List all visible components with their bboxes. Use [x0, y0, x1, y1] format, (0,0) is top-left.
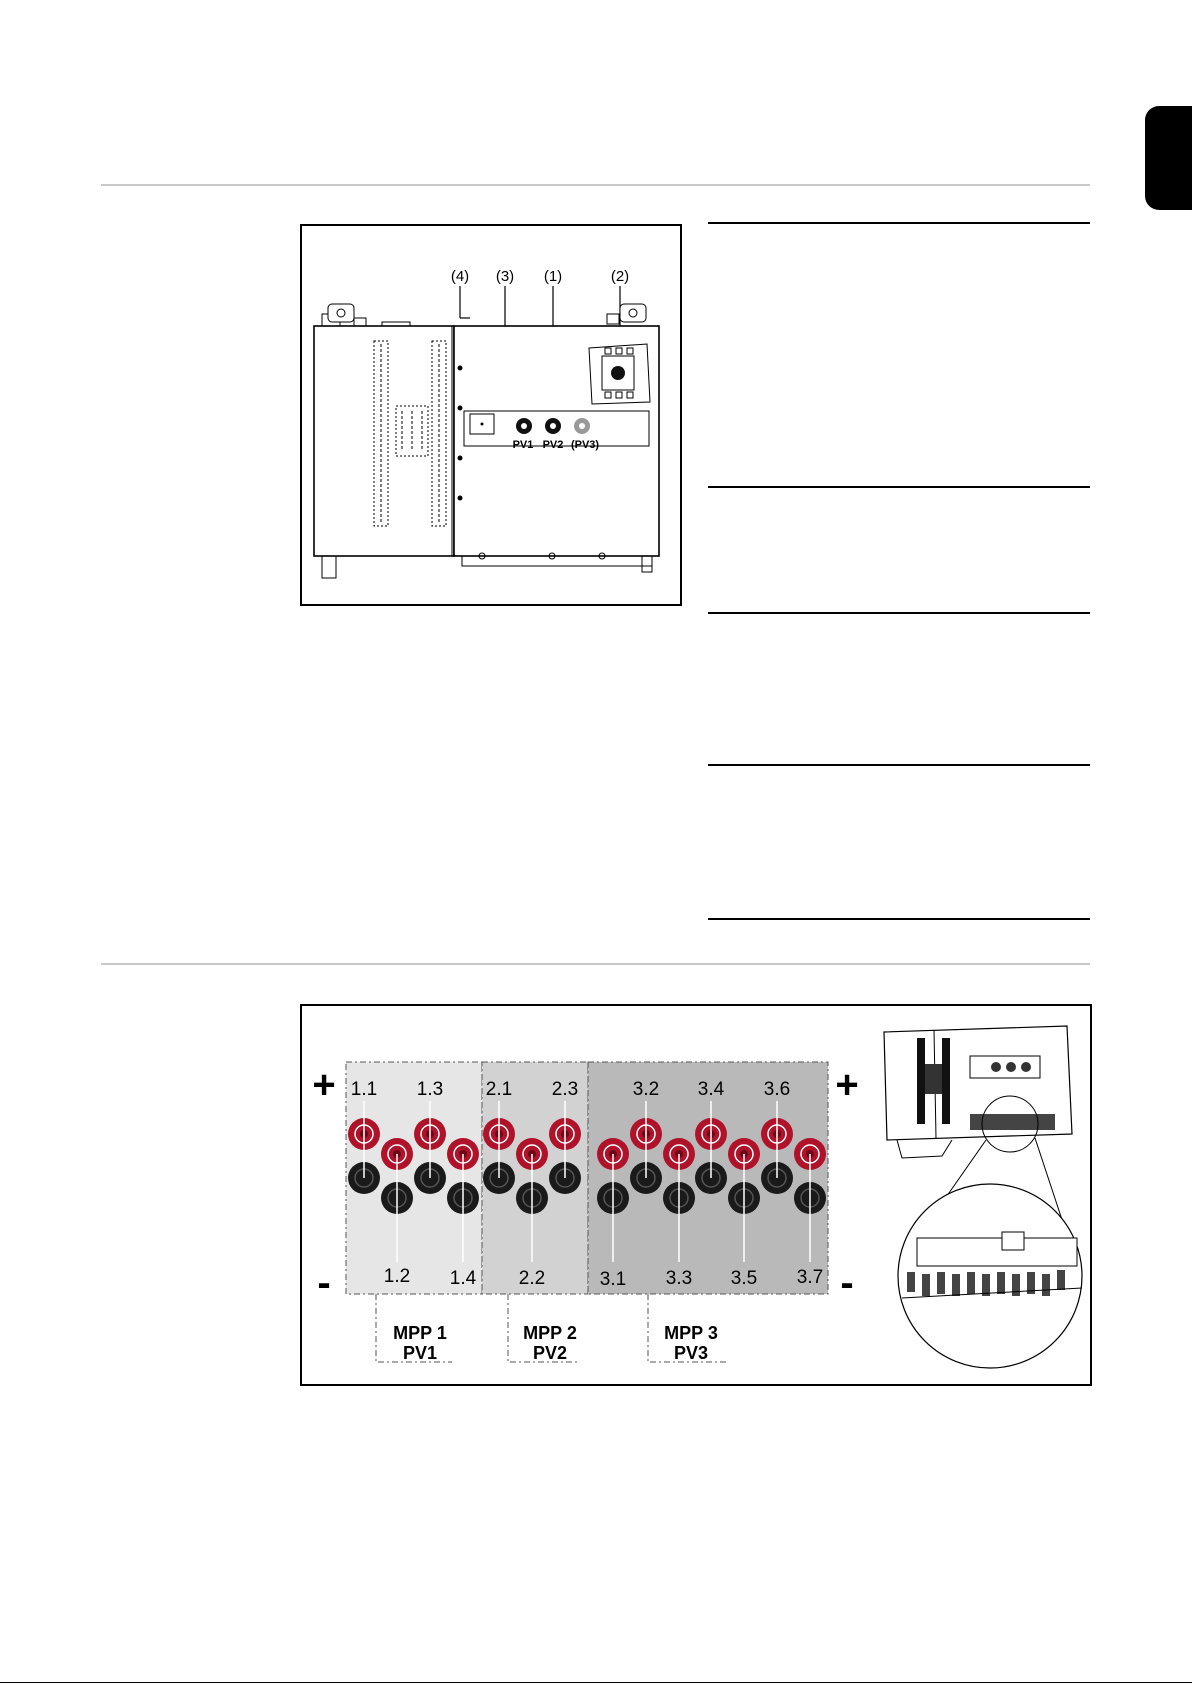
label-3-2: 3.2 — [632, 1079, 660, 1100]
table-rule-2 — [708, 486, 1090, 488]
label-3-1: 3.1 — [599, 1269, 627, 1290]
mpp1-label: MPP 1 — [393, 1323, 447, 1343]
table-rule-5 — [708, 918, 1090, 920]
mpp3-label: MPP 3 — [664, 1323, 718, 1343]
label-1-1: 1.1 — [350, 1079, 378, 1100]
label-3-3: 3.3 — [665, 1268, 693, 1289]
label-2-2: 2.2 — [518, 1268, 546, 1289]
inverter-overview-figure — [300, 224, 682, 606]
callout-2: (2) — [610, 268, 630, 285]
callout-3: (3) — [495, 268, 515, 285]
table-rule-3 — [708, 612, 1090, 614]
dc-terminals-illustration — [302, 1006, 1090, 1384]
label-3-4: 3.4 — [697, 1079, 725, 1100]
label-3-6: 3.6 — [763, 1079, 791, 1100]
inverter-thumbnail — [884, 1026, 1082, 1368]
minus-sign-left: - — [317, 1261, 331, 1305]
mpp2-label: MPP 2 — [523, 1323, 577, 1343]
section-divider-middle — [101, 963, 1090, 965]
table-rule-1 — [708, 222, 1090, 224]
inverter-illustration — [302, 226, 680, 604]
pv1-label: PV1 — [402, 1343, 438, 1363]
callout-1: (1) — [543, 268, 563, 285]
label-3-5: 3.5 — [730, 1268, 758, 1289]
callout-4: (4) — [450, 268, 470, 285]
footer-line — [0, 1682, 1192, 1683]
label-2-1: 2.1 — [485, 1079, 513, 1100]
section-divider-top — [101, 184, 1090, 186]
table-rule-4 — [708, 764, 1090, 766]
plus-sign-right: + — [835, 1063, 859, 1107]
minus-sign-right: - — [840, 1261, 854, 1305]
label-1-4: 1.4 — [449, 1268, 477, 1289]
label-1-2: 1.2 — [383, 1266, 411, 1287]
plus-sign-left: + — [312, 1063, 336, 1107]
language-tab — [1145, 106, 1192, 210]
port-label-pv2: PV2 — [542, 439, 564, 451]
port-label-pv1: PV1 — [512, 439, 534, 451]
pv3-label: PV3 — [673, 1343, 709, 1363]
pv2-label: PV2 — [532, 1343, 568, 1363]
port-label-pv3: (PV3) — [570, 439, 600, 451]
label-1-3: 1.3 — [416, 1079, 444, 1100]
dc-terminals-figure — [300, 1004, 1092, 1386]
label-3-7: 3.7 — [796, 1267, 824, 1288]
label-2-3: 2.3 — [551, 1079, 579, 1100]
